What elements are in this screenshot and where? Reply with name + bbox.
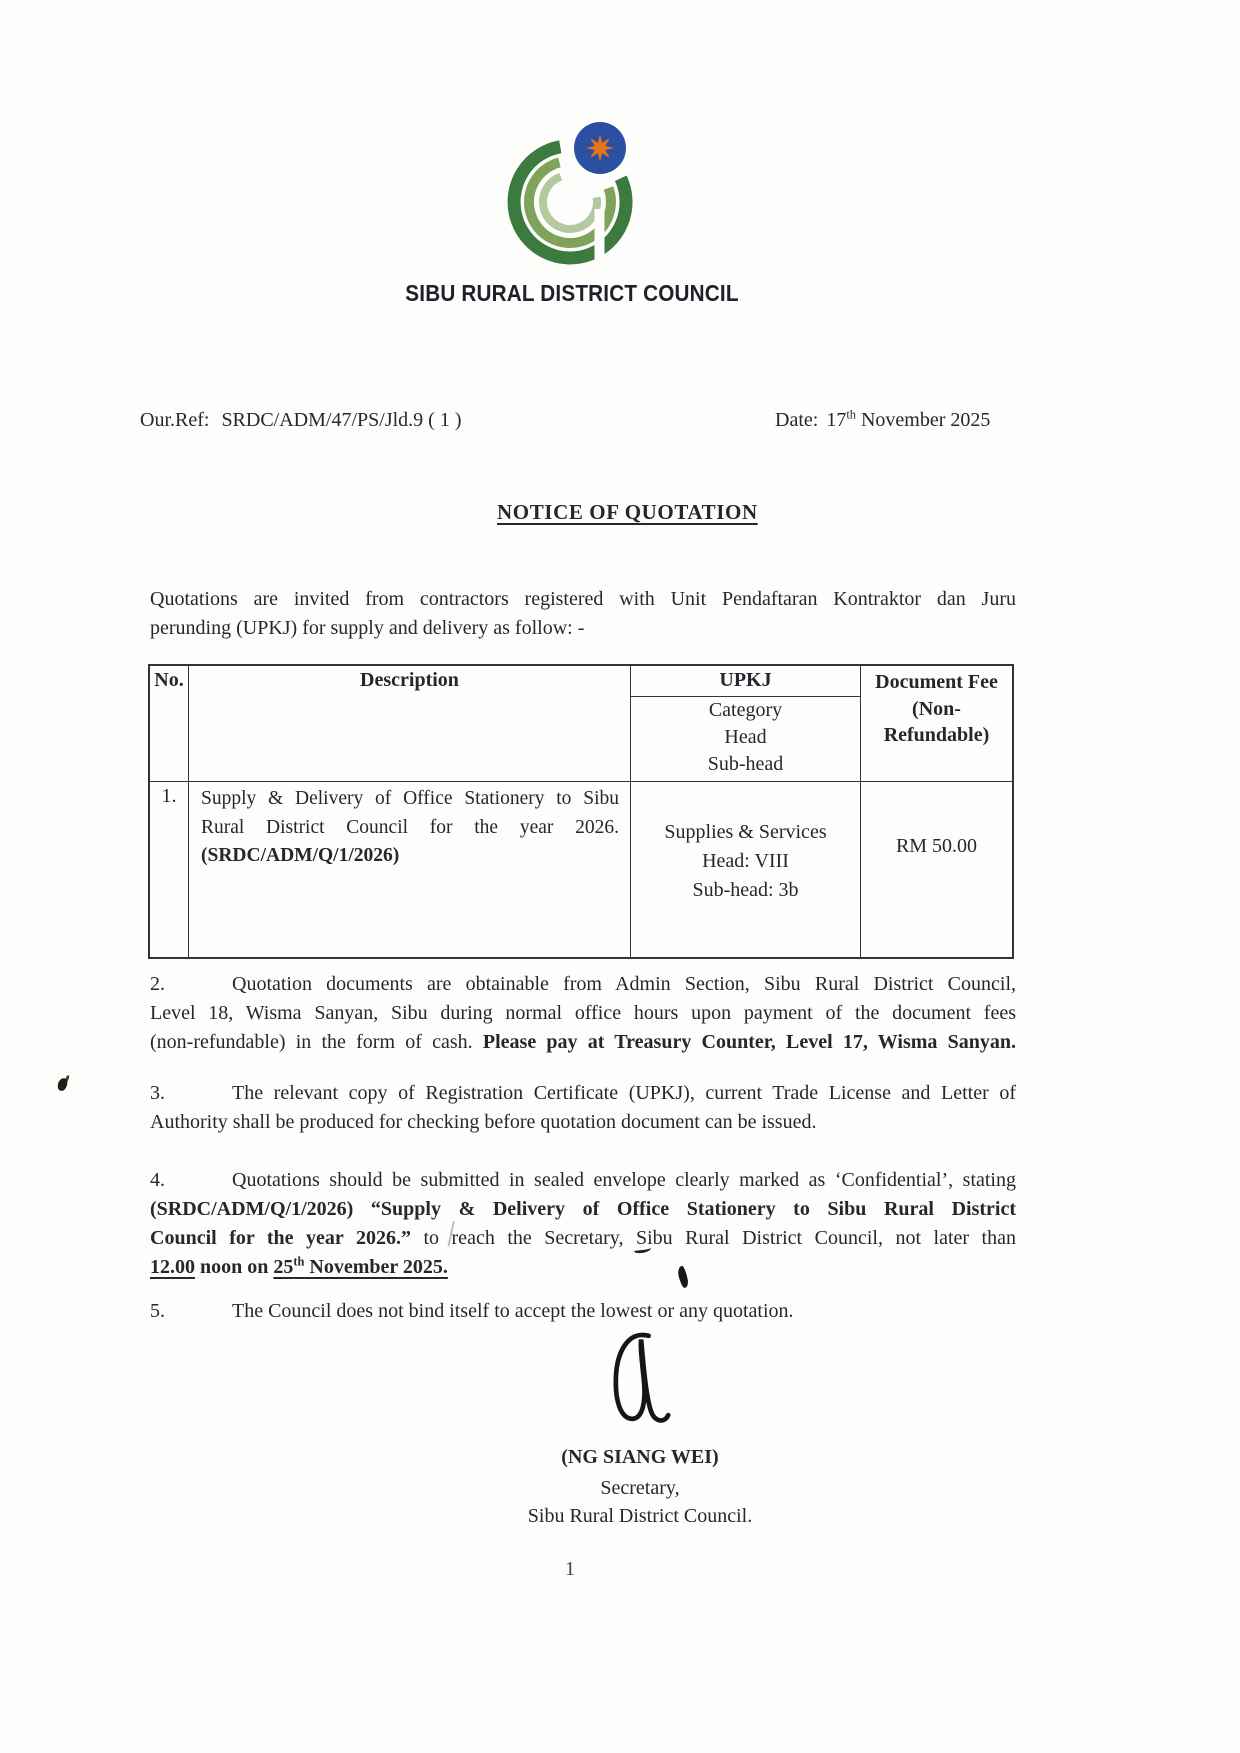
- upkj-sub-subhead: Sub-head: [707, 753, 784, 775]
- paragraph-2: 2. Quotation documents are obtainable from Admin Section, Sibu Rural District Council, Level 18, Wisma Sanyan, Sibu during normal office hours upon payment of the document fees (non-refundable) in the form of cash. Please pay at Treasury Counter, Level 17, Wisma Sanyan.: [150, 973, 1016, 1053]
- paragraph-3: 3. The relevant copy of Registration Certificate (UPKJ), current Trade License and Letter of Authority shall be produced for checking before quotation document can be issued.: [150, 1082, 1016, 1133]
- page-title: NOTICE OF QUOTATION: [497, 500, 758, 524]
- ref-label: Our.Ref:: [140, 409, 210, 431]
- date-line: [775, 409, 990, 432]
- table-header-row: [150, 666, 1012, 782]
- date-label: Date:: [775, 409, 819, 431]
- signatory-role: Secretary,: [600, 1477, 680, 1499]
- row-description-cell: Supply & Delivery of Office Stationery to Sibu Rural District Council for the year 2026. (SRDC/ADM/Q/1/2026): [188, 782, 630, 957]
- row-fee-cell: RM 50.00: [860, 782, 1012, 957]
- date-rest: November 2025: [855, 409, 991, 431]
- upkj-sub-category: Category: [708, 699, 783, 721]
- logo-stem-gap: [595, 209, 605, 266]
- crescent-arc-inner: [543, 177, 597, 229]
- reference-line: [140, 409, 462, 432]
- upkj-subheader: [631, 697, 860, 778]
- row-upkj-cell: [630, 782, 860, 957]
- upkj-sub-head: Head: [724, 726, 767, 748]
- ref-value: SRDC/ADM/47/PS/Jld.9 ( 1 ): [221, 409, 462, 431]
- column-header-no: No.: [150, 666, 188, 782]
- signatory-org: Sibu Rural District Council.: [527, 1505, 753, 1527]
- date-day: 17: [826, 409, 847, 431]
- upkj-category-value: Supplies & Services: [664, 821, 827, 843]
- page-number: 1: [565, 1558, 575, 1580]
- column-header-document-fee: [860, 666, 1012, 782]
- paragraph-4: 4. Quotations should be submitted in sealed envelope clearly marked as ‘Confidential’, stating (SRDC/ADM/Q/1/2026) “Supply & Delivery of Office Stationery to Sibu Rural District Council for the year 2026.” to reach the Secretary, Sibu Rural District Council, not later than 12.00 noon on 25th November 2025.: [150, 1169, 1016, 1278]
- column-header-description: Description: [188, 666, 630, 782]
- upkj-header-label: UPKJ: [631, 666, 860, 697]
- date-ordinal: th: [846, 407, 856, 422]
- fee-header-line-1: Document Fee: [875, 671, 998, 693]
- council-logo: [470, 114, 682, 266]
- fee-header-line-2: (Non-: [912, 697, 961, 720]
- fee-header-line-3: Refundable): [883, 724, 990, 746]
- upkj-subhead-value: Sub-head: 3b: [692, 879, 799, 901]
- table-row: [150, 782, 1012, 957]
- signature-stroke: [616, 1335, 668, 1421]
- intro-paragraph: Quotations are invited from contractors registered with Unit Pendaftaran Kontraktor dan Juru perunding (UPKJ) for supply and delivery as follow: -: [150, 588, 1016, 639]
- ink-blot: [56, 1077, 68, 1092]
- signature-scribble: [587, 1328, 699, 1450]
- quotation-table: [148, 664, 1014, 959]
- sun-icon: [586, 134, 614, 162]
- row-number-cell: 1.: [161, 785, 177, 807]
- column-header-upkj: [630, 666, 860, 782]
- upkj-head-value: Head: VIII: [702, 850, 789, 872]
- org-name: SIBU RURAL DISTRICT COUNCIL: [405, 280, 739, 306]
- signatory-name: (NG SIANG WEI): [561, 1446, 719, 1468]
- paragraph-5: 5. The Council does not bind itself to accept the lowest or any quotation.: [150, 1300, 794, 1322]
